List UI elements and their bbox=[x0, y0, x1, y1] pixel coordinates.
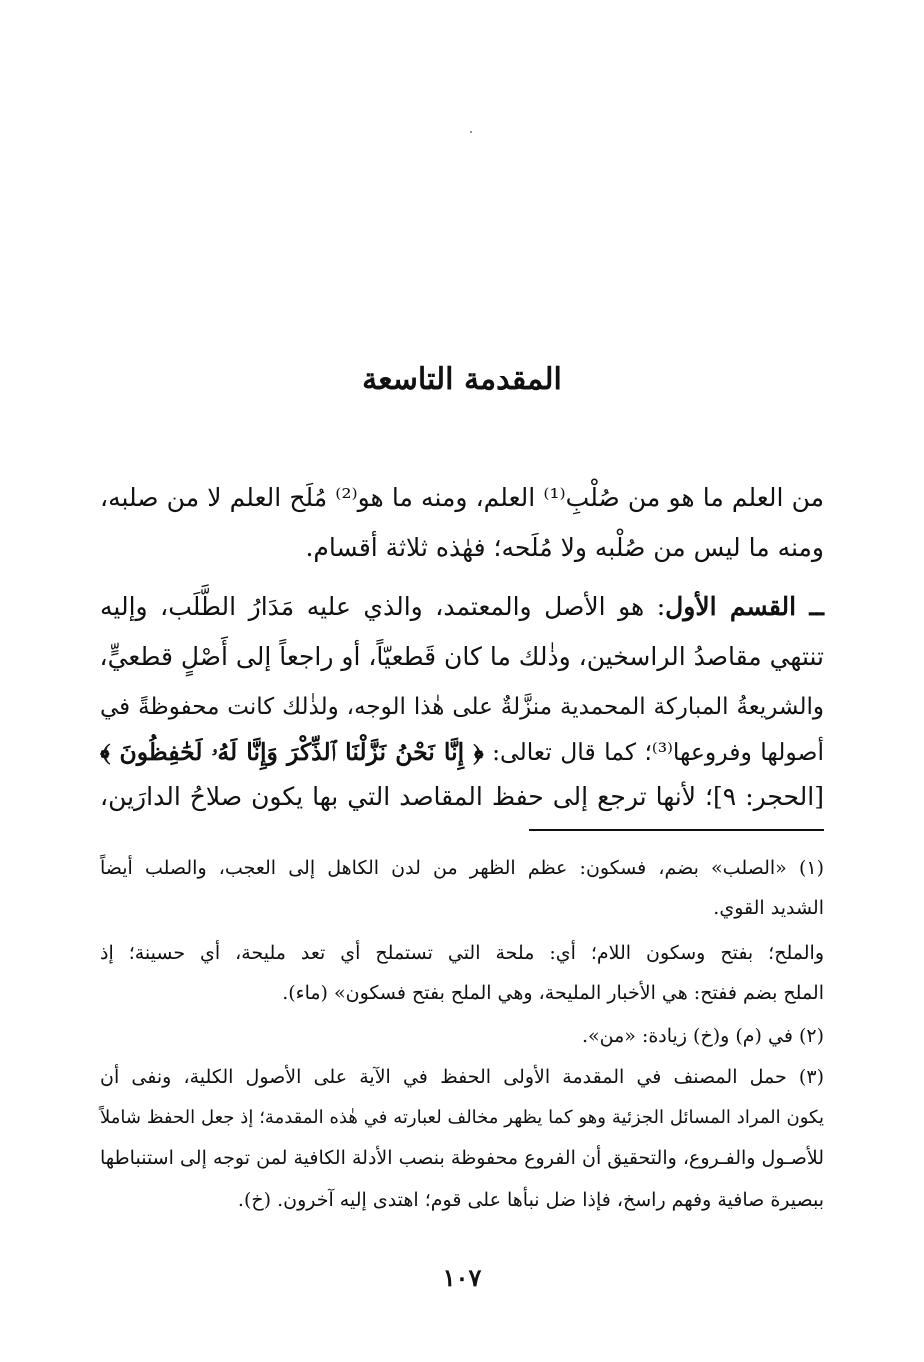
footnote-3-line-1: (٣) حمل المصنف في المقدمة الأولى الحفظ في الآية على الأصول الكلية، ونفى أن bbox=[100, 1066, 824, 1088]
quran-verse: ﴿ إِنَّا نَحْنُ نَزَّلْنَا ٱلذِّكْرَ وَإِنَّا لَهُۥ لَحَٰفِظُونَ ﴾ bbox=[100, 738, 484, 766]
section1-line-2: تنتهي مقاصدُ الراسخين، وذٰلك ما كان قَطعيّاً، أو راجعاً إلى أَصْلٍ قطعيٍّ، bbox=[99, 642, 824, 671]
page-number: ١٠٧ bbox=[442, 1263, 482, 1292]
footnote-3-line-2: يكون المراد المسائل الجزئية وهو كما يظهر مخالف لعبارته في هٰذه المقدمة؛ إذ جعل الحفظ شاملاً bbox=[100, 1107, 824, 1128]
footnote-1-line-2: الشديد القوي. bbox=[713, 897, 824, 919]
footnote-separator bbox=[529, 829, 824, 831]
section1-line-1-text: : هو الأصل والمعتمد، والذي عليه مَدَارُ الطَّلَب، وإليه bbox=[100, 592, 666, 621]
section1-line-5: [الحجر: ٩]؛ لأنها ترجع إلى حفظ المقاصد التي بها يكون صلاحُ الدارَين، bbox=[100, 782, 824, 811]
intro-line-1: من العلم ما هو من صُلْبِ⁽¹⁾ العلم، ومنه ما هو⁽²⁾ مُلَح العلم لا من صلبه، bbox=[100, 483, 824, 512]
footnote-1-line-3: والملح؛ بفتح وسكون اللام؛ أي: ملحة التي تستملح أي تعد مليحة، أي حسينة؛ إذ bbox=[100, 942, 824, 964]
section1-line-4 bbox=[100, 732, 824, 772]
section1-line-3: والشريعةُ المباركة المحمدية منزَّلةٌ على هٰذا الوجه، ولذٰلك كانت محفوظةً في bbox=[100, 694, 824, 720]
footnote-2: (٢) في (م) و(خ) زيادة: «من». bbox=[581, 1025, 824, 1047]
footnote-3-line-4: ببصيرة صافية وفهم راسخ، فإذا ضل نبأها على قوم؛ اهتدى إليه آخرون. (خ). bbox=[237, 1189, 824, 1211]
section1-line-1 bbox=[100, 587, 824, 627]
section-lead: ــ القسم الأول bbox=[665, 592, 824, 621]
intro-line-2: ومنه ما ليس من صُلْبه ولا مُلَحه؛ فهٰذه ثلاثة أقسام. bbox=[305, 533, 824, 562]
footnote-1-line-1: (١) «الصلب» بضم، فسكون: عظم الظهر من لدن الكاهل إلى العجب، والصلب أيضاً bbox=[100, 857, 824, 879]
section1-line-4-text: أصولها وفروعها⁽³⁾؛ كما قال تعالى: bbox=[492, 738, 824, 766]
scan-speck bbox=[470, 131, 472, 133]
footnote-1-line-4: الملح بضم ففتح: هي الأخبار المليحة، وهي الملح بفتح فسكون» (ماء). bbox=[282, 982, 824, 1004]
page-title: المقدمة التاسعة bbox=[362, 362, 562, 397]
footnote-3-line-3: للأصـول والفـروع، والتحقيق أن الفروع محفوظة بنصب الأدلة الكافية لمن توجه إلى استنباطها bbox=[100, 1147, 824, 1169]
